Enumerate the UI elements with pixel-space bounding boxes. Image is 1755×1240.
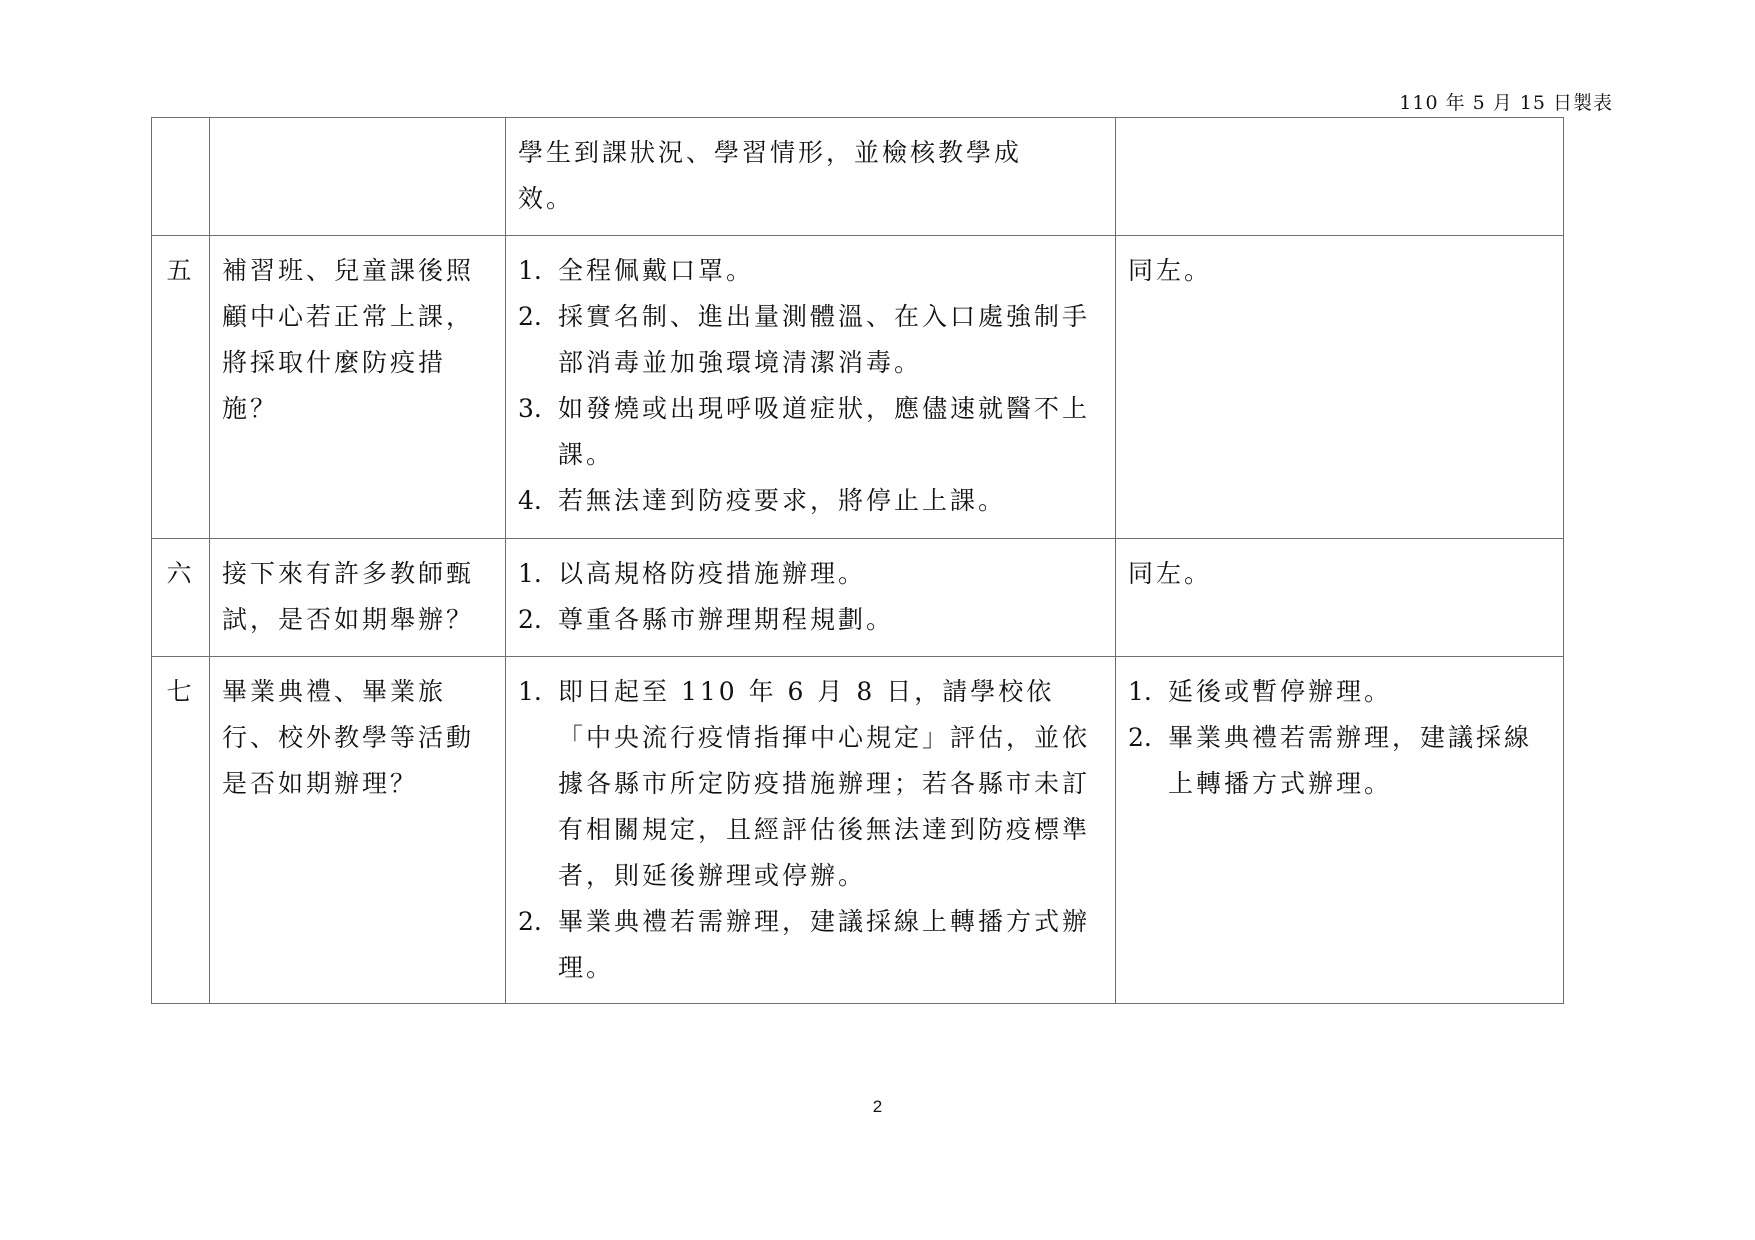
- note-cell: 同左。: [1116, 236, 1564, 539]
- page-number: 2: [872, 1097, 883, 1116]
- note-cell: [1116, 118, 1564, 236]
- list-item: [518, 386, 1103, 478]
- list-item: [518, 597, 1103, 643]
- list-item: [1128, 715, 1551, 807]
- item-text: 畢業典禮若需辦理，建議採線上轉播方式辦理。: [1168, 723, 1533, 798]
- answer-cell: [506, 657, 1116, 1004]
- note-cell: 同左。: [1116, 539, 1564, 657]
- note-cell: [1116, 657, 1564, 1004]
- item-text: 全程佩戴口罩。: [558, 256, 755, 285]
- item-number: 2.: [518, 605, 542, 634]
- list-item: [518, 248, 1103, 294]
- answer-cell: [506, 236, 1116, 539]
- question-cell: [210, 118, 506, 236]
- list-item: [518, 899, 1103, 991]
- row-number: 七: [152, 657, 210, 1004]
- item-number: 2.: [1128, 723, 1152, 752]
- table-row: [152, 236, 1564, 539]
- table-row: [152, 657, 1564, 1004]
- answer-cell: [506, 539, 1116, 657]
- table-row: [152, 118, 1564, 236]
- header-date-label: 110 年 5 月 15 日製表: [1399, 92, 1613, 114]
- question-cell: 補習班、兒童課後照顧中心若正常上課，將採取什麼防疫措施？: [210, 236, 506, 539]
- question-cell: 接下來有許多教師甄試，是否如期舉辦？: [210, 539, 506, 657]
- list-item: [518, 669, 1103, 899]
- item-number: 3.: [518, 394, 542, 423]
- item-text: 如發燒或出現呼吸道症狀，應儘速就醫不上課。: [558, 394, 1091, 469]
- answer-text: 學生到課狀況、學習情形，並檢核教學成效。: [518, 138, 1023, 213]
- row-number: 六: [152, 539, 210, 657]
- list-item: [518, 478, 1103, 524]
- answer-cell: [506, 118, 1116, 236]
- row-number: [152, 118, 210, 236]
- faq-table: [151, 117, 1564, 1004]
- item-number: 4.: [518, 486, 542, 515]
- item-text: 以高規格防疫措施辦理。: [558, 559, 867, 588]
- row-number: 五: [152, 236, 210, 539]
- item-text: 尊重各縣市辦理期程規劃。: [558, 605, 895, 634]
- item-number: 1.: [518, 256, 542, 285]
- item-number: 1.: [518, 559, 542, 588]
- list-item: [1128, 669, 1551, 715]
- list-item: [518, 551, 1103, 597]
- item-text: 採實名制、進出量測體溫、在入口處強制手部消毒並加強環境清潔消毒。: [558, 302, 1091, 377]
- list-item: [518, 294, 1103, 386]
- item-number: 2.: [518, 302, 542, 331]
- item-number: 1.: [518, 677, 542, 706]
- item-text: 即日起至 110 年 6 月 8 日，請學校依「中央流行疫情指揮中心規定」評估，並依據各縣市所定防疫措施辦理；若各縣市未訂有相關規定，且經評估後無法達到防疫標準者，則延後辦理或停辦。: [558, 677, 1091, 890]
- item-number: 2.: [518, 907, 542, 936]
- table-row: [152, 539, 1564, 657]
- item-text: 畢業典禮若需辦理，建議採線上轉播方式辦理。: [558, 907, 1091, 982]
- item-number: 1.: [1128, 677, 1152, 706]
- item-text: 延後或暫停辦理。: [1168, 677, 1393, 706]
- item-text: 若無法達到防疫要求，將停止上課。: [558, 486, 1007, 515]
- question-cell: 畢業典禮、畢業旅行、校外教學等活動是否如期辦理？: [210, 657, 506, 1004]
